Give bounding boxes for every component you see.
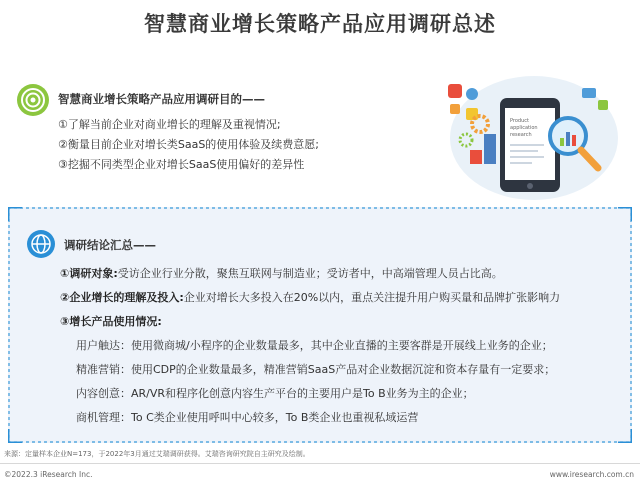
purpose-item: ③挖掘不同类型企业对增长SaaS使用偏好的差异性 — [58, 158, 305, 171]
conclusion-heading: 调研结论汇总—— — [64, 238, 156, 252]
purpose-item: ②衡量目前企业对增长类SaaS的使用体验及续费意愿; — [58, 138, 320, 151]
website-link[interactable]: www.iresearch.com.cn — [549, 470, 634, 479]
purpose-item: ①了解当前企业对商业增长的理解及重视情况; — [58, 118, 281, 131]
point-text: 企业对增长大多投入在20%以内，重点关注提升用户购买量和品牌扩张影响力 — [183, 291, 561, 304]
doc-text-line: research — [510, 132, 532, 138]
sub-item: 内容创意：AR/VR和程序化创意内容生产平台的主要用户是To B业务为主的企业； — [76, 387, 474, 400]
target-icon — [16, 83, 50, 117]
doc-text-line: Product — [510, 118, 529, 124]
sub-item: 精准营销：使用CDP的企业数量最多，精准营销SaaS产品对企业数据沉淀和资本存量有一定要求； — [76, 363, 556, 376]
globe-network-icon — [26, 229, 56, 259]
conclusion-panel — [8, 207, 632, 443]
point-label: ①调研对象: — [60, 267, 118, 280]
product-research-illustration — [436, 64, 628, 206]
page-title: 智慧商业增长策略产品应用调研总述 — [144, 12, 496, 36]
source-note: 来源：定量样本企业N=173，于2022年3月通过艾瑞调研获得。艾瑞咨询研究院自主研究及绘制。 — [4, 450, 310, 458]
purpose-heading: 智慧商业增长策略产品应用调研目的—— — [58, 92, 265, 106]
copyright: ©2022.3 iResearch Inc. — [4, 470, 93, 479]
point-label: ③增长产品使用情况: — [60, 315, 162, 328]
conclusion-point-2 — [60, 289, 560, 305]
footer-divider — [0, 463, 640, 464]
conclusion-point-3 — [60, 313, 162, 329]
sub-item: 用户触达：使用微商城/小程序的企业数量最多，其中企业直播的主要客群是开展线上业务的企业； — [76, 339, 553, 352]
doc-text-line: application — [510, 125, 538, 131]
point-text: 受访企业行业分散，聚焦互联网与制造业；受访者中，中高端管理人员占比高。 — [117, 267, 503, 280]
conclusion-point-1 — [60, 265, 503, 281]
sub-item: 商机管理：To C类企业使用呼叫中心较多，To B类企业也重视私域运营 — [76, 411, 419, 424]
purpose-list — [58, 115, 319, 175]
point-label: ②企业增长的理解及投入: — [60, 291, 184, 304]
